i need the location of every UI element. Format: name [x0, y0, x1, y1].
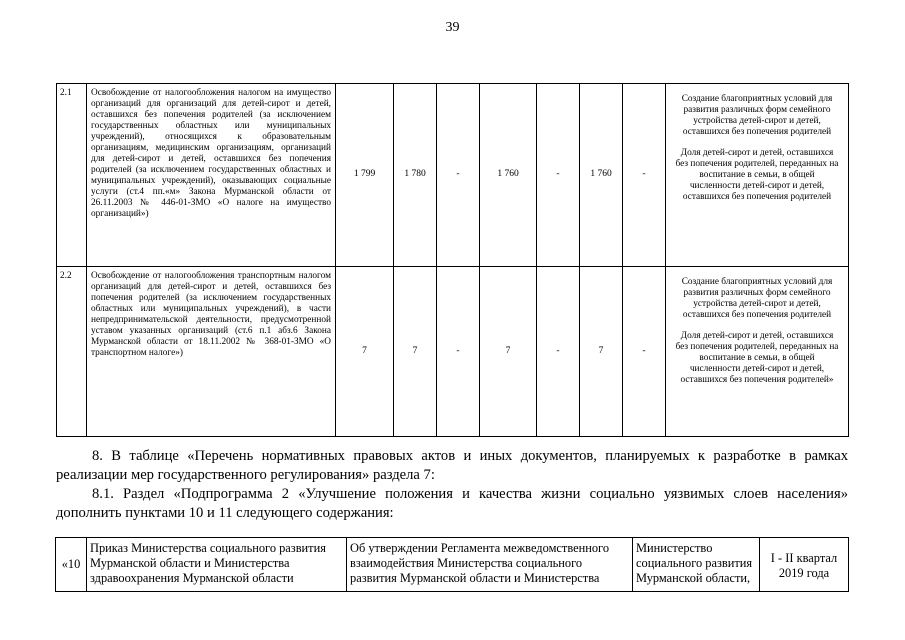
value-cell: 7	[580, 267, 623, 437]
goal-cell	[666, 84, 849, 267]
period: I - II квартал 2019 года	[760, 538, 849, 592]
act-name: Приказ Министерства социального развития Мурманской области и Министерства здравоохранения Мурманской области	[87, 538, 347, 592]
value-cell: -	[437, 267, 480, 437]
table-row	[56, 538, 849, 592]
indicator-text: Доля детей-сирот и детей, оставшихся без попечения родителей, переданных на воспитание в семьи, в общей численности детей-сирот и детей, оставшихся без попечения родителей»	[675, 330, 839, 385]
row-description: Освобождение от налогообложения транспортным налогом организаций для детей-сирот и детей, оставшихся без попечения родителей (за исключением государственных областных или муниципальных учреждений), в части непредпринимательской деятельности, предусмотренной уставом указанных организаций (ст.6 п.1 абз.6 Закона Мурманской области от 18.11.2002 № 368-01-ЗМО «О транспортном налоге»)	[87, 267, 336, 437]
value-cell: -	[537, 84, 580, 267]
row-id: 2.2	[57, 267, 87, 437]
value-cell: 7	[336, 267, 394, 437]
value-cell: 1 760	[580, 84, 623, 267]
tax-benefits-table	[56, 83, 849, 437]
value-cell: 1 780	[394, 84, 437, 267]
table-row	[57, 267, 849, 437]
goal-cell	[666, 267, 849, 437]
value-cell: 7	[480, 267, 537, 437]
act-subject: Об утверждении Регламента межведомственного взаимодействия Министерства социального развития Мурманской области и Министерства	[347, 538, 633, 592]
value-cell: -	[623, 84, 666, 267]
value-cell: -	[437, 84, 480, 267]
value-cell: 1 799	[336, 84, 394, 267]
goal-text: Создание благоприятных условий для развития различных форм семейного устройства детей-сирот и детей, оставшихся без попечения родителей	[681, 277, 833, 320]
indicator-text: Доля детей-сирот и детей, оставшихся без попечения родителей, переданных на воспитание в семьи, в общей численности детей-сирот и детей, оставшихся без попечения родителей	[675, 147, 839, 202]
goal-text: Создание благоприятных условий для развития различных форм семейного устройства детей-сирот и детей, оставшихся без попечения родителей	[681, 94, 833, 137]
paragraph-8-1: 8.1. Раздел «Подпрограмма 2 «Улучшение положения и качества жизни социально уязвимых слоев населения» дополнить пунктами 10 и 11 следующего содержания:	[56, 486, 848, 521]
row-number: «10	[56, 538, 87, 592]
executor: Министерство социального развития Мурманской области,	[633, 538, 760, 592]
documents-table	[55, 537, 849, 592]
row-description: Освобождение от налогообложения налогом на имущество организаций для организаций для детей-сирот и детей, оставшихся без попечения родителей (за исключением государственных областных или муниципальных учреждений), относящихся к образовательным организациям, медицинским организациям, организаций для детей-сирот и детей, оставшихся без попечения родителей (за исключением государственных областных и муниципальных учреждений), оказывающих социальные услуги (ст.4 пп.«м» Закона Мурманской области от 26.11.2003 № 446-01-ЗМО «О налоге на имущество организаций»)	[87, 84, 336, 267]
value-cell: -	[623, 267, 666, 437]
paragraph-8: 8. В таблице «Перечень нормативных правовых актов и иных документов, планируемых к разработке в рамках реализации мер государственного регулирования» раздела 7:	[56, 448, 848, 483]
value-cell: -	[537, 267, 580, 437]
table-row	[57, 84, 849, 267]
row-id: 2.1	[57, 84, 87, 267]
page-number: 39	[445, 20, 460, 35]
value-cell: 7	[394, 267, 437, 437]
value-cell: 1 760	[480, 84, 537, 267]
